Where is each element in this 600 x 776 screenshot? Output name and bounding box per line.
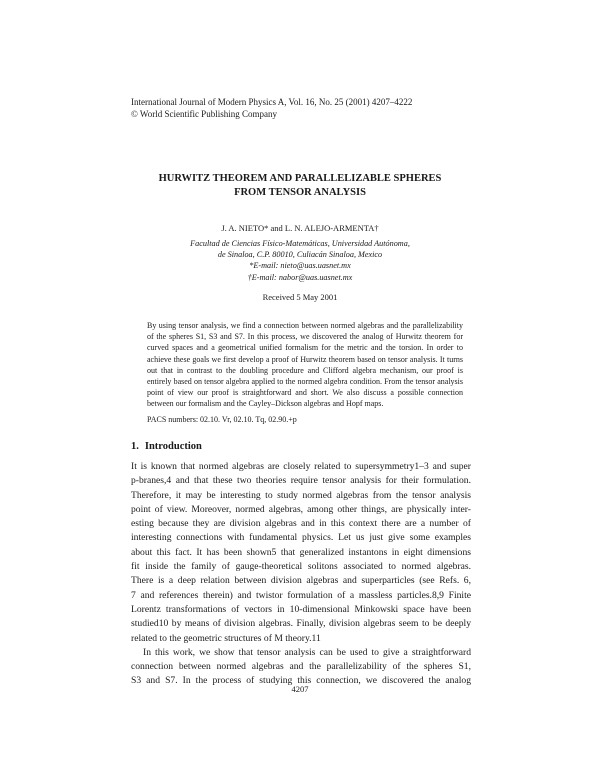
body-line: There is a deep relation between division algebras and superparticles (see Refs. 6, [131,575,471,587]
publisher-line: © World Scientific Publishing Company [131,109,277,119]
authors: J. A. NIETO* and L. N. ALEJO-ARMENTA† [221,223,379,233]
body-line: connection between normed algebras and the parallelizability of the spheres S1, [131,661,471,673]
body-line: studied10 by means of division algebras. Finally, division algebras seem to be deeply [131,618,471,630]
body-line: fit inside the family of gauge-theoretical solitons associated to normed algebras. [131,561,471,573]
email-line: †E-mail: nabor@uas.uasnet.mx [247,272,353,282]
body-line: interesting connections with fundamental physics. Let us just give some examples [131,532,471,544]
abstract: By using tensor analysis, we find a connection between normed algebras and the parallelizability of the spheres S1, S3 and S7. In this process, we discovered the analog of Hurwitz theorem for curved spaces and a geometrical unified formalism for the metric and the torsion. In order to achieve these goals we first develop a proof of Hurwitz theorem based on tensor analysis. It turns out that in contrast to the doubling procedure and Clifford algebra mechanism, our proof is entirely based on tensor algebra applied to the normed algebra condition. From the tensor analysis point of view our proof is straightforward and short. We also discuss a possible connection between our formalism and the Cayley–Dickson algebras and Hopf maps. [147,321,463,409]
body-text [131,460,471,689]
body-line: Therefore, it may be interesting to study normed algebras from the tensor analysis [131,489,471,501]
section-heading [131,441,202,452]
affiliation-line: de Sinaloa, C.P. 80010, Culiacán Sinaloa, Mexico [217,250,383,260]
body-line: about this fact. It has been shown5 that generalized instantons in eight dimensions [131,546,471,558]
body-line: related to the geometric structures of M theory.11 [131,632,321,644]
body-line: esting because they are division algebras and in this context there are a number of [131,518,471,530]
affiliation-line: Facultad de Ciencias Físico-Matemáticas, Universidad Autónoma, [190,239,410,248]
email-line: *E-mail: nieto@uas.uasnet.mx [249,261,351,271]
affiliation [100,238,500,283]
received-date: Received 5 May 2001 [262,292,338,302]
body-line: Lorentz transformations of vectors in 10-dimensional Minkowski space have been [131,603,471,615]
body-line: point of view. Moreover, normed algebras, among other things, are physically inter- [131,503,471,515]
paper-title [100,172,500,200]
title-line: HURWITZ THEOREM AND PARALLELIZABLE SPHERES [158,173,442,184]
body-line: p-branes,4 and that these two theories require tensor analysis for their formulation. [131,475,471,487]
body-line: S3 and S7. In the process of studying this connection, we discovered the analog [131,675,471,687]
pacs-numbers: PACS numbers: 02.10. Vr, 02.10. Tq, 02.90.+p [147,415,297,424]
body-line: It is known that normed algebras are closely related to supersymmetry1–3 and super [131,461,471,472]
journal-citation: International Journal of Modern Physics A, Vol. 16, No. 25 (2001) 4207–4222 [131,97,413,107]
section-title: Introduction [144,441,202,452]
title-line: FROM TENSOR ANALYSIS [234,187,366,198]
page-number: 4207 [291,684,309,694]
section-number: 1. [131,441,139,452]
journal-header [131,96,412,120]
body-line: 7 and references therein) and twistor formulation of a massless particles.8,9 Finite [131,589,471,601]
body-line: In this work, we show that tensor analysis can be used to give a straightforward [143,646,471,658]
